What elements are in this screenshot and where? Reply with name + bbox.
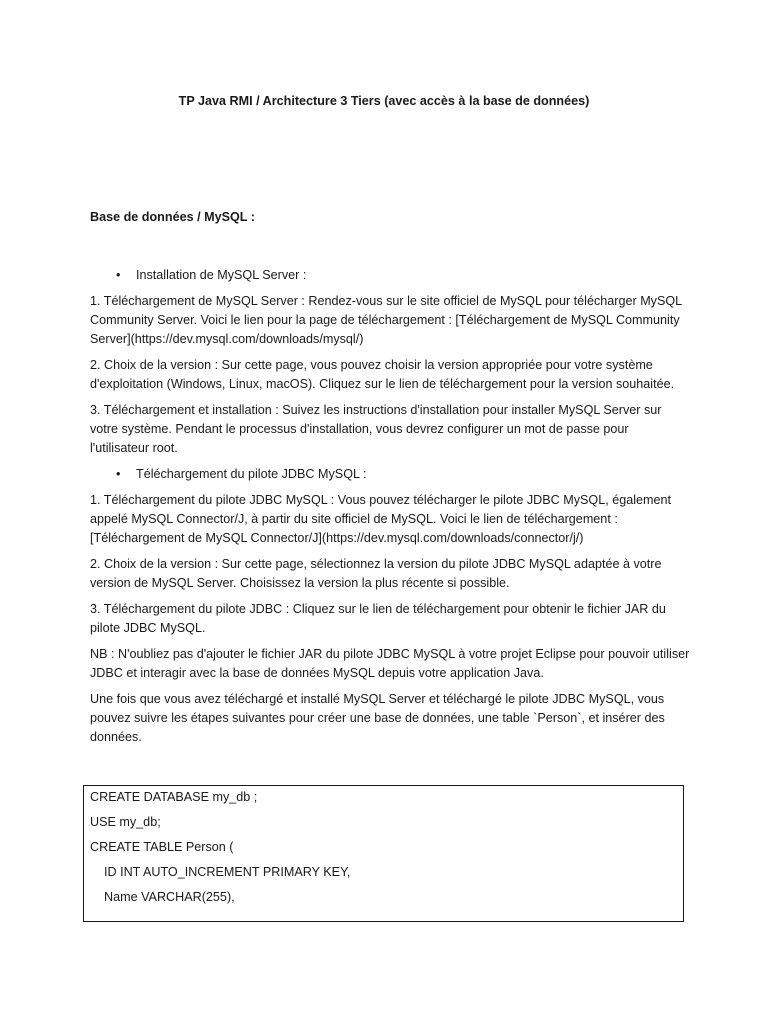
document-title: TP Java RMI / Architecture 3 Tiers (avec accès à la base de données) [178, 94, 590, 108]
document-body [90, 266, 690, 754]
code-line: CREATE DATABASE my_db ; [90, 790, 258, 804]
section-heading: Base de données / MySQL : [90, 210, 255, 224]
paragraph: 1. Téléchargement du pilote JDBC MySQL : Vous pouvez télécharger le pilote JDBC MySQL, également appelé MySQL Connector/J, à partir du site officiel de MySQL. Voici le lien de téléchargement : [Téléchargement de MySQL Connector/J](https://dev.mysql.com/downloads/connector/j/) [90, 493, 672, 545]
paragraph: Une fois que vous avez téléchargé et installé MySQL Server et téléchargé le pilote JDBC MySQL, vous pouvez suivre les étapes suivantes pour créer une base de données, une table `Person`, et insérer des données. [90, 692, 665, 744]
paragraph: 1. Téléchargement de MySQL Server : Rendez-vous sur le site officiel de MySQL pour télécharger MySQL Community Server. Voici le lien pour la page de téléchargement : [Téléchargement de MySQL Community Server](https://dev.mysql.com/downloads/mysql/) [90, 294, 682, 346]
code-line: ID INT AUTO_INCREMENT PRIMARY KEY, [90, 865, 351, 879]
paragraph: 2. Choix de la version : Sur cette page, vous pouvez choisir la version appropriée pour votre système d'exploitation (Windows, Linux, macOS). Cliquez sur le lien de téléchargement pour la version souhaitée. [90, 358, 675, 391]
bullet-icon: • [116, 268, 121, 282]
bullet-text: Installation de MySQL Server : [136, 268, 307, 282]
paragraph: 3. Téléchargement du pilote JDBC : Cliquez sur le lien de téléchargement pour obtenir le fichier JAR du pilote JDBC MySQL. [90, 602, 666, 635]
paragraph: NB : N'oubliez pas d'ajouter le fichier JAR du pilote JDBC MySQL à votre projet Eclipse pour pouvoir utiliser JDBC et interagir avec la base de données MySQL depuis votre application Java. [90, 647, 690, 680]
bullet-icon: • [116, 467, 121, 481]
paragraph: 2. Choix de la version : Sur cette page, sélectionnez la version du pilote JDBC MySQL adaptée à votre version de MySQL Server. Choisissez la version la plus récente si possible. [90, 557, 662, 590]
bullet-item [90, 465, 690, 484]
code-line: CREATE TABLE Person ( [90, 840, 234, 854]
paragraph: 3. Téléchargement et installation : Suivez les instructions d'installation pour installer MySQL Server sur votre système. Pendant le processus d'installation, vous devrez configurer un mot de passe pour l'utilisateur root. [90, 403, 662, 455]
code-line: Name VARCHAR(255), [90, 890, 235, 904]
code-line: USE my_db; [90, 815, 161, 829]
sql-code-box [83, 785, 684, 922]
bullet-text: Téléchargement du pilote JDBC MySQL : [136, 467, 367, 481]
bullet-item [90, 266, 690, 285]
